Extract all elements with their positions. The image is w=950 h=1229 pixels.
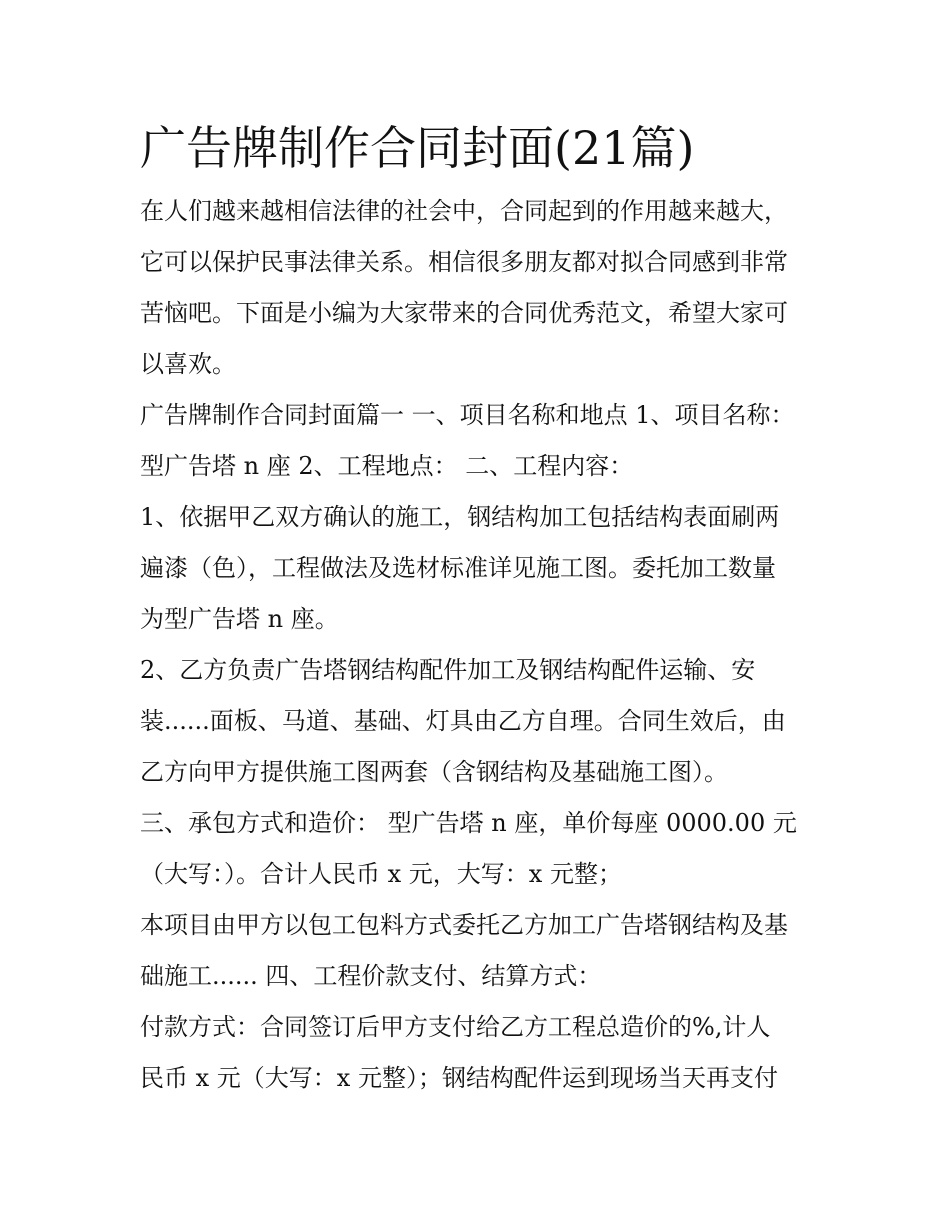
text-line: 民币 x 元（大写：x 元整）；钢结构配件运到现场当天再支付: [140, 1064, 778, 1092]
text-line: 为型广告塔 n 座。: [140, 605, 339, 633]
text-line: 型广告塔 n 座 2、工程地点： 二、工程内容：: [140, 452, 634, 480]
text-line: 广告牌制作合同封面篇一 一、项目名称和地点 1、项目名称：: [140, 401, 795, 429]
text-line: 2、乙方负责广告塔钢结构配件加工及钢结构配件运输、安: [140, 656, 756, 684]
text-line: 装......面板、马道、基础、灯具由乙方自理。合同生效后，由: [140, 707, 786, 735]
document-body: [140, 116, 820, 1104]
document-title: 广告牌制作合同封面(21篇): [140, 121, 695, 175]
text-line: 以喜欢。: [140, 350, 236, 378]
text-line: 付款方式：合同签订后甲方支付给乙方工程总造价的%,计人: [140, 1013, 771, 1041]
text-line: 乙方向甲方提供施工图两套（含钢结构及基础施工图）。: [140, 758, 728, 786]
text-line: 三、承包方式和造价： 型广告塔 n 座，单价每座 0000.00 元: [140, 809, 797, 837]
text-line: 苦恼吧。下面是小编为大家带来的合同优秀范文，希望大家可: [140, 299, 788, 327]
text-line: 1、依据甲乙双方确认的施工，钢结构加工包括结构表面刷两: [140, 503, 780, 531]
text-line: 在人们越来越相信法律的社会中，合同起到的作用越来越大，: [140, 197, 788, 225]
text-line: （大写：）。合计人民币 x 元，大写：x 元整；: [140, 860, 622, 888]
text-line: 础施工...... 四、工程价款支付、结算方式：: [140, 962, 602, 990]
text-line: 遍漆（色），工程做法及选材标准详见施工图。委托加工数量: [140, 554, 776, 582]
text-line: 它可以保护民事法律关系。相信很多朋友都对拟合同感到非常: [140, 248, 788, 276]
text-line: 本项目由甲方以包工包料方式委托乙方加工广告塔钢结构及基: [140, 911, 788, 939]
